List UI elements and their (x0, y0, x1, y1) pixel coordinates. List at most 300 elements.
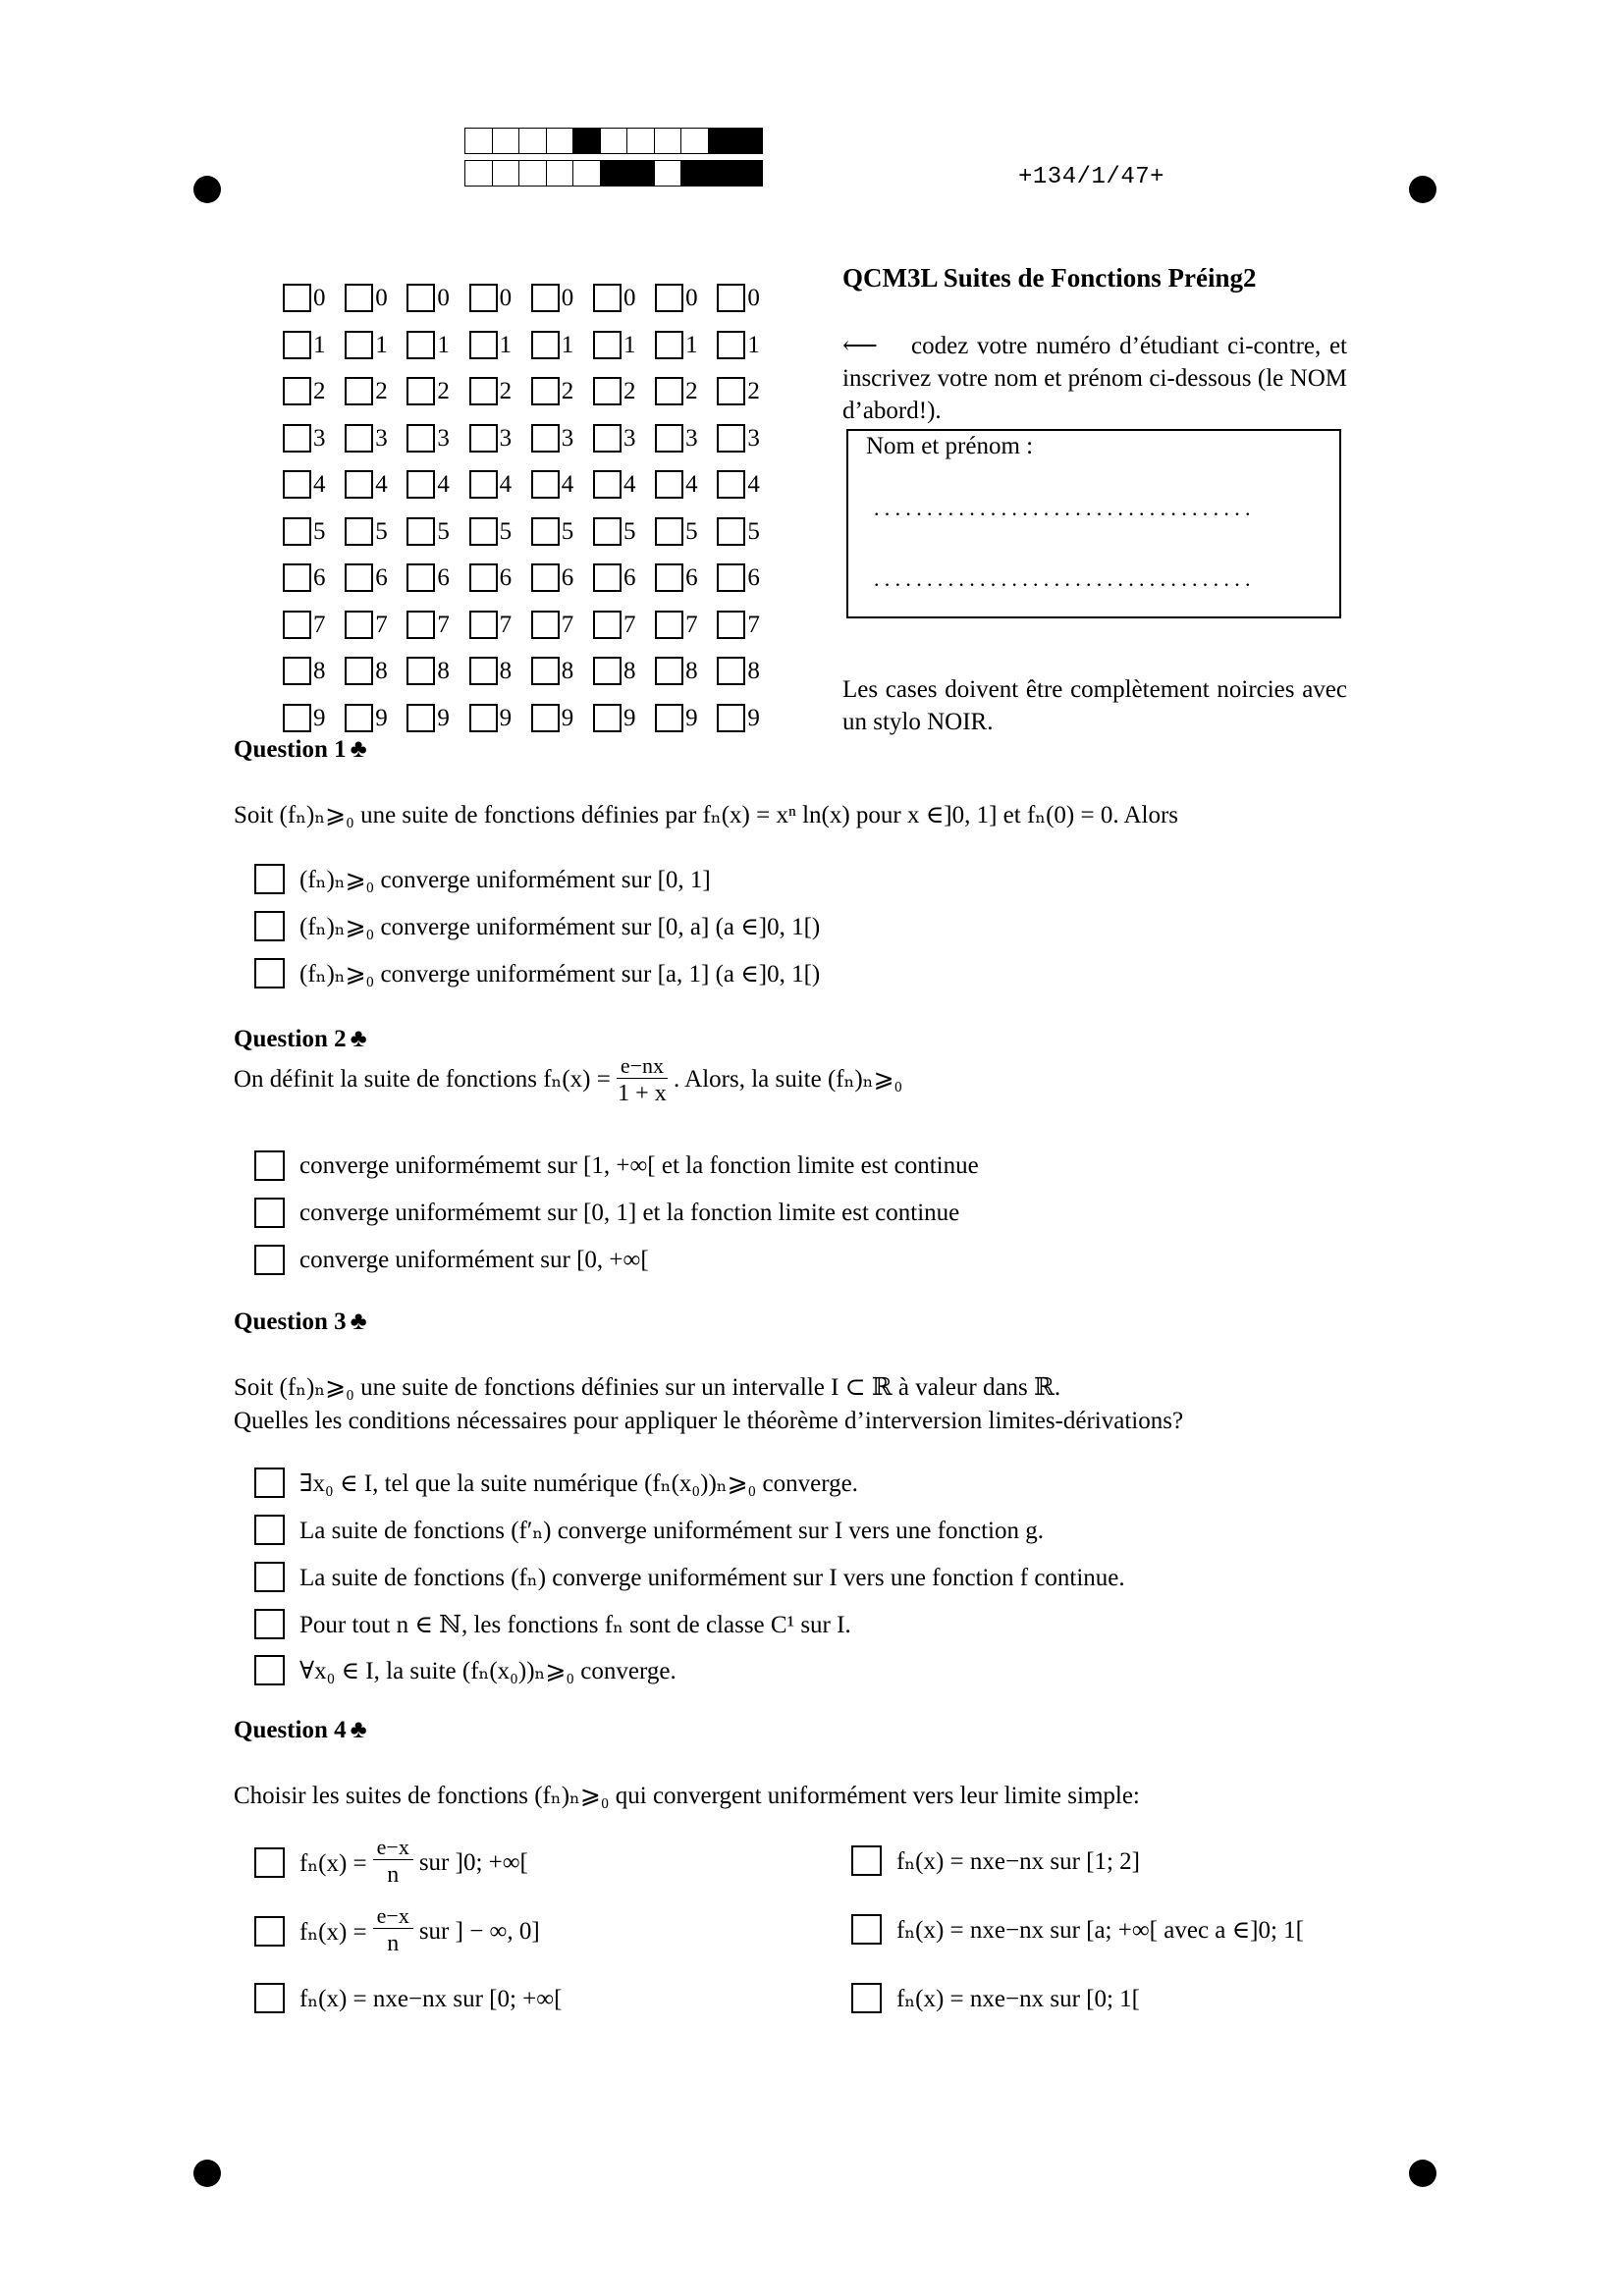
id-digit-checkbox[interactable] (469, 284, 498, 312)
checkbox[interactable] (254, 1655, 285, 1685)
id-digit-cell[interactable] (283, 377, 345, 405)
id-digit-checkbox[interactable] (345, 377, 373, 405)
id-digit-label: 5 (747, 517, 760, 545)
id-digit-cell[interactable] (345, 563, 406, 592)
barcode-cell (492, 160, 520, 187)
id-digit-label: 2 (375, 378, 388, 404)
id-digit-cell[interactable] (406, 611, 468, 639)
id-digit-cell[interactable] (283, 657, 345, 685)
name-box[interactable] (846, 429, 1341, 618)
id-digit-label: 2 (747, 378, 760, 404)
id-digit-checkbox[interactable] (469, 424, 498, 453)
id-digit-checkbox[interactable] (531, 563, 560, 592)
id-digit-label: 0 (747, 285, 760, 311)
id-digit-checkbox[interactable] (593, 470, 622, 499)
id-digit-checkbox[interactable] (593, 284, 622, 312)
id-digit-label: 8 (747, 658, 760, 684)
id-digit-cell[interactable] (655, 424, 717, 453)
id-digit-cell[interactable] (717, 470, 779, 499)
checkbox[interactable] (851, 1983, 882, 2013)
id-digit-cell[interactable] (531, 331, 593, 359)
barcode-cell (626, 128, 655, 154)
id-digit-label: 7 (313, 611, 326, 638)
id-digit-cell[interactable] (469, 284, 531, 312)
id-digit-checkbox[interactable] (469, 611, 498, 639)
student-id-grid (283, 284, 780, 750)
id-digit-cell[interactable] (593, 470, 655, 499)
id-digit-checkbox[interactable] (593, 704, 622, 732)
id-grid-row (283, 611, 780, 658)
checkbox[interactable] (254, 864, 285, 894)
checkbox[interactable] (254, 1515, 285, 1545)
id-digit-label: 1 (747, 331, 760, 358)
id-digit-cell[interactable] (345, 470, 406, 499)
id-digit-label: 5 (375, 517, 388, 545)
id-digit-cell[interactable] (655, 704, 717, 732)
checkbox[interactable] (254, 958, 285, 988)
id-digit-checkbox[interactable] (345, 611, 373, 639)
id-digit-label: 6 (499, 564, 513, 591)
id-digit-checkbox[interactable] (469, 704, 498, 732)
id-digit-checkbox[interactable] (717, 424, 745, 453)
barcode-cell (734, 160, 763, 187)
barcode-cell (518, 160, 547, 187)
id-digit-label: 8 (437, 658, 450, 684)
id-grid-row (283, 517, 780, 564)
id-digit-cell[interactable] (469, 470, 531, 499)
barcode-cell (626, 160, 655, 187)
id-digit-checkbox[interactable] (717, 284, 745, 312)
q4-option-right-1[interactable]: fₙ(x) = nxe−nx sur [1; 2] (851, 1845, 1140, 1876)
id-digit-label: 9 (747, 704, 760, 731)
id-digit-label: 4 (561, 471, 574, 498)
arrow-left-icon: ⟵ (842, 333, 878, 359)
id-digit-checkbox[interactable] (717, 657, 745, 685)
q2-option-2[interactable]: converge uniformémemt sur [0, 1] et la fonction limite est continue (254, 1198, 959, 1228)
checkbox[interactable] (254, 1468, 285, 1498)
id-digit-checkbox[interactable] (283, 704, 311, 732)
id-digit-checkbox[interactable] (469, 563, 498, 592)
id-digit-label: 2 (313, 378, 326, 404)
id-digit-label: 4 (747, 471, 760, 498)
id-grid-row (283, 424, 780, 471)
id-digit-checkbox[interactable] (717, 517, 745, 546)
id-digit-checkbox[interactable] (283, 377, 311, 405)
id-digit-checkbox[interactable] (531, 284, 560, 312)
q3-option-4[interactable]: Pour tout n ∈ ℕ, les fonctions fₙ sont de classe C¹ sur I. (254, 1609, 851, 1639)
q1-option-3[interactable]: (fₙ)ₙ⩾₀ converge uniformément sur [a, 1] (a ∈]0, 1[) (254, 958, 820, 988)
sheet-code: +134/1/47+ (1018, 164, 1165, 190)
barcode-cell (708, 128, 736, 154)
q4-option-right-2[interactable]: fₙ(x) = nxe−nx sur [a; +∞[ avec a ∈]0; 1[ (851, 1914, 1304, 1945)
id-digit-label: 6 (375, 564, 388, 591)
id-digit-cell[interactable] (345, 704, 406, 732)
name-label: Nom et prénom : (866, 433, 1034, 459)
id-digit-cell[interactable] (345, 424, 406, 453)
id-digit-label: 0 (561, 285, 574, 311)
id-digit-cell[interactable] (531, 424, 593, 453)
id-digit-cell[interactable] (345, 657, 406, 685)
barcode-cell (600, 128, 628, 154)
id-digit-cell[interactable] (531, 284, 593, 312)
id-digit-cell[interactable] (345, 377, 406, 405)
id-digit-checkbox[interactable] (717, 611, 745, 639)
id-digit-label: 0 (499, 285, 513, 311)
id-digit-cell[interactable] (593, 424, 655, 453)
q4-option-right-3[interactable]: fₙ(x) = nxe−nx sur [0; 1[ (851, 1983, 1140, 2013)
question-3-statement-line-1: Soit (fₙ)ₙ⩾₀ une suite de fonctions définies sur un intervalle I ⊂ ℝ à valeur dans ℝ. (234, 1374, 1061, 1401)
id-digit-cell[interactable] (717, 563, 779, 592)
id-digit-label: 3 (561, 424, 574, 452)
id-digit-checkbox[interactable] (655, 284, 683, 312)
id-digit-checkbox[interactable] (406, 704, 435, 732)
checkbox[interactable] (254, 1198, 285, 1228)
id-digit-checkbox[interactable] (406, 517, 435, 546)
id-digit-checkbox[interactable] (406, 424, 435, 453)
id-digit-cell[interactable] (655, 611, 717, 639)
id-digit-label: 7 (437, 611, 450, 638)
id-digit-label: 8 (623, 658, 636, 684)
id-digit-cell[interactable] (531, 704, 593, 732)
checkbox[interactable] (851, 1914, 882, 1945)
id-digit-label: 6 (747, 564, 760, 591)
id-digit-checkbox[interactable] (531, 424, 560, 453)
barcode-row-2 (464, 160, 762, 187)
id-digit-checkbox[interactable] (283, 470, 311, 499)
id-digit-checkbox[interactable] (406, 284, 435, 312)
checkbox[interactable] (851, 1845, 882, 1876)
id-digit-checkbox[interactable] (469, 377, 498, 405)
id-grid-row (283, 284, 780, 331)
id-digit-checkbox[interactable] (283, 424, 311, 453)
id-digit-cell[interactable] (655, 470, 717, 499)
id-digit-checkbox[interactable] (406, 377, 435, 405)
id-digit-label: 1 (313, 331, 326, 358)
id-digit-label: 0 (623, 285, 636, 311)
id-digit-checkbox[interactable] (283, 611, 311, 639)
id-digit-checkbox[interactable] (345, 470, 373, 499)
id-digit-label: 5 (561, 517, 574, 545)
id-digit-checkbox[interactable] (655, 377, 683, 405)
id-digit-label: 3 (437, 424, 450, 452)
checkbox[interactable] (254, 1609, 285, 1639)
id-digit-cell[interactable] (469, 611, 531, 639)
id-digit-label: 4 (685, 471, 698, 498)
id-digit-cell[interactable] (655, 657, 717, 685)
club-icon: ♣ (350, 1307, 367, 1335)
id-digit-checkbox[interactable] (717, 704, 745, 732)
checkbox[interactable] (254, 911, 285, 941)
id-digit-checkbox[interactable] (283, 517, 311, 546)
id-digit-cell[interactable] (655, 377, 717, 405)
id-digit-label: 4 (375, 471, 388, 498)
id-digit-checkbox[interactable] (655, 704, 683, 732)
id-digit-cell[interactable] (283, 331, 345, 359)
q3-option-1[interactable]: ∃x₀ ∈ I, tel que la suite numérique (fₙ(x₀))ₙ⩾₀ converge. (254, 1468, 858, 1498)
checkbox[interactable] (254, 1983, 285, 2013)
id-digit-checkbox[interactable] (345, 517, 373, 546)
checkbox[interactable] (254, 1150, 285, 1181)
id-digit-cell[interactable] (469, 424, 531, 453)
id-digit-checkbox[interactable] (531, 611, 560, 639)
id-digit-cell[interactable] (283, 517, 345, 546)
id-digit-cell[interactable] (406, 657, 468, 685)
id-digit-cell[interactable] (593, 657, 655, 685)
id-digit-cell[interactable] (593, 331, 655, 359)
id-digit-cell[interactable] (283, 611, 345, 639)
id-digit-checkbox[interactable] (469, 331, 498, 359)
id-digit-cell[interactable] (531, 657, 593, 685)
id-digit-label: 3 (313, 424, 326, 452)
id-digit-checkbox[interactable] (345, 284, 373, 312)
id-digit-checkbox[interactable] (531, 517, 560, 546)
id-digit-checkbox[interactable] (283, 657, 311, 685)
id-digit-cell[interactable] (655, 517, 717, 546)
barcode-cell (572, 128, 601, 154)
id-digit-checkbox[interactable] (531, 704, 560, 732)
id-digit-checkbox[interactable] (531, 657, 560, 685)
q2-option-3[interactable]: converge uniformément sur [0, +∞[ (254, 1245, 649, 1275)
id-digit-checkbox[interactable] (406, 331, 435, 359)
id-digit-cell[interactable] (531, 517, 593, 546)
id-digit-cell[interactable] (406, 284, 468, 312)
id-digit-cell[interactable] (717, 704, 779, 732)
id-digit-checkbox[interactable] (345, 331, 373, 359)
id-digit-cell[interactable] (531, 377, 593, 405)
id-digit-checkbox[interactable] (406, 470, 435, 499)
id-digit-cell[interactable] (406, 470, 468, 499)
name-line-2[interactable]: .................................... (874, 566, 1256, 591)
id-digit-cell[interactable] (717, 657, 779, 685)
id-digit-cell[interactable] (406, 331, 468, 359)
id-digit-label: 0 (313, 285, 326, 311)
id-digit-cell[interactable] (469, 657, 531, 685)
id-digit-cell[interactable] (717, 331, 779, 359)
id-digit-cell[interactable] (531, 611, 593, 639)
id-digit-label: 2 (623, 378, 636, 404)
id-digit-cell[interactable] (406, 704, 468, 732)
id-digit-label: 7 (375, 611, 388, 638)
id-digit-label: 9 (375, 704, 388, 731)
id-digit-cell[interactable] (283, 284, 345, 312)
id-digit-cell[interactable] (406, 517, 468, 546)
id-digit-checkbox[interactable] (406, 611, 435, 639)
id-digit-label: 6 (685, 564, 698, 591)
question-4-title: Question 4 ♣ (234, 1715, 367, 1743)
q2-option-1[interactable]: converge uniformémemt sur [1, +∞[ et la fonction limite est continue (254, 1150, 979, 1181)
id-digit-checkbox[interactable] (717, 331, 745, 359)
id-digit-checkbox[interactable] (345, 424, 373, 453)
id-digit-cell[interactable] (593, 611, 655, 639)
corner-marker-bottom-left (193, 2160, 221, 2187)
id-digit-cell[interactable] (283, 563, 345, 592)
barcode-cell (546, 128, 574, 154)
id-digit-checkbox[interactable] (283, 331, 311, 359)
id-digit-checkbox[interactable] (531, 377, 560, 405)
id-grid-row (283, 563, 780, 611)
id-digit-cell[interactable] (469, 517, 531, 546)
id-digit-label: 1 (561, 331, 574, 358)
id-digit-checkbox[interactable] (345, 563, 373, 592)
barcode-cell (492, 128, 520, 154)
id-digit-label: 1 (499, 331, 513, 358)
id-digit-cell[interactable] (593, 284, 655, 312)
barcode-cell (518, 128, 547, 154)
id-digit-checkbox[interactable] (469, 517, 498, 546)
fill-instruction-note: Les cases doivent être complètement noircies avec un stylo NOIR. (842, 676, 1347, 735)
id-digit-cell[interactable] (283, 470, 345, 499)
id-digit-checkbox[interactable] (283, 563, 311, 592)
id-digit-checkbox[interactable] (655, 611, 683, 639)
id-digit-cell[interactable] (593, 377, 655, 405)
id-digit-label: 0 (375, 285, 388, 311)
id-digit-cell[interactable] (283, 424, 345, 453)
id-digit-checkbox[interactable] (345, 704, 373, 732)
id-digit-label: 6 (437, 564, 450, 591)
id-digit-checkbox[interactable] (469, 470, 498, 499)
id-digit-checkbox[interactable] (717, 470, 745, 499)
q3-option-5[interactable]: ∀x₀ ∈ I, la suite (fₙ(x₀))ₙ⩾₀ converge. (254, 1655, 677, 1685)
id-digit-checkbox[interactable] (655, 563, 683, 592)
id-digit-label: 9 (437, 704, 450, 731)
id-digit-label: 8 (561, 658, 574, 684)
id-grid-row (283, 331, 780, 378)
instruction-text: ⟵ codez votre numéro d’étudiant ci-contre, et inscrivez votre nom et prénom ci-dessous (le NOM d’abord!). (842, 330, 1347, 427)
id-digit-label: 6 (623, 564, 636, 591)
q3-option-3[interactable]: La suite de fonctions (fₙ) converge uniformément sur I vers une fonction f continue. (254, 1562, 1125, 1592)
id-digit-cell[interactable] (345, 284, 406, 312)
id-digit-checkbox[interactable] (283, 284, 311, 312)
id-digit-label: 5 (623, 517, 636, 545)
id-digit-label: 3 (623, 424, 636, 452)
checkbox[interactable] (254, 1847, 285, 1878)
id-digit-cell[interactable] (717, 424, 779, 453)
question-1-title: Question 1 ♣ (234, 734, 367, 763)
barcode-row-1 (464, 128, 762, 154)
id-digit-label: 5 (437, 517, 450, 545)
id-digit-checkbox[interactable] (655, 424, 683, 453)
id-digit-checkbox[interactable] (531, 470, 560, 499)
id-digit-label: 8 (313, 658, 326, 684)
id-digit-label: 4 (437, 471, 450, 498)
checkbox[interactable] (254, 1245, 285, 1275)
q3-option-2[interactable]: La suite de fonctions (f′ₙ) converge uniformément sur I vers une fonction g. (254, 1515, 1044, 1545)
club-icon: ♣ (350, 1024, 367, 1052)
id-digit-label: 5 (313, 517, 326, 545)
id-digit-checkbox[interactable] (469, 657, 498, 685)
id-digit-cell[interactable] (593, 517, 655, 546)
id-digit-cell[interactable] (406, 377, 468, 405)
id-digit-checkbox[interactable] (406, 563, 435, 592)
id-digit-checkbox[interactable] (406, 657, 435, 685)
id-grid-row (283, 657, 780, 704)
id-digit-checkbox[interactable] (345, 657, 373, 685)
id-digit-cell[interactable] (406, 424, 468, 453)
q4-option-left-3[interactable]: fₙ(x) = nxe−nx sur [0; +∞[ (254, 1983, 562, 2013)
id-digit-cell[interactable] (531, 470, 593, 499)
id-digit-checkbox[interactable] (717, 377, 745, 405)
id-digit-cell[interactable] (469, 331, 531, 359)
corner-marker-bottom-right (1409, 2160, 1436, 2187)
id-digit-label: 3 (375, 424, 388, 452)
id-digit-label: 3 (747, 424, 760, 452)
id-digit-label: 6 (561, 564, 574, 591)
id-digit-checkbox[interactable] (593, 424, 622, 453)
q1-option-2[interactable]: (fₙ)ₙ⩾₀ converge uniformément sur [0, a] (a ∈]0, 1[) (254, 911, 820, 941)
id-digit-label: 4 (313, 471, 326, 498)
id-digit-cell[interactable] (406, 563, 468, 592)
barcode-cell (680, 128, 709, 154)
q4-option-left-1[interactable]: fₙ(x) = $\frac{e-x}{n}$ sur ]0; +∞[ (254, 1836, 528, 1890)
id-digit-checkbox[interactable] (531, 331, 560, 359)
id-digit-cell[interactable] (469, 704, 531, 732)
id-digit-label: 6 (313, 564, 326, 591)
id-digit-label: 3 (685, 424, 698, 452)
id-digit-label: 7 (561, 611, 574, 638)
checkbox[interactable] (254, 1562, 285, 1592)
id-digit-checkbox[interactable] (593, 517, 622, 546)
id-digit-cell[interactable] (283, 704, 345, 732)
id-digit-checkbox[interactable] (593, 563, 622, 592)
id-digit-cell[interactable] (593, 563, 655, 592)
id-digit-cell[interactable] (469, 563, 531, 592)
id-digit-cell[interactable] (717, 611, 779, 639)
id-digit-checkbox[interactable] (717, 563, 745, 592)
id-digit-cell[interactable] (717, 284, 779, 312)
name-line-1[interactable]: .................................... (874, 496, 1256, 520)
id-digit-label: 9 (623, 704, 636, 731)
id-digit-checkbox[interactable] (655, 517, 683, 546)
id-digit-checkbox[interactable] (593, 377, 622, 405)
id-digit-label: 2 (561, 378, 574, 404)
barcode-cell (464, 128, 493, 154)
id-digit-label: 7 (685, 611, 698, 638)
barcode-cell (654, 128, 682, 154)
barcode-cell (464, 160, 493, 187)
id-digit-checkbox[interactable] (655, 470, 683, 499)
id-digit-label: 7 (623, 611, 636, 638)
id-digit-label: 2 (685, 378, 698, 404)
id-digit-cell[interactable] (345, 611, 406, 639)
id-digit-cell[interactable] (469, 377, 531, 405)
id-digit-label: 9 (685, 704, 698, 731)
id-digit-label: 9 (499, 704, 513, 731)
q1-option-1[interactable]: (fₙ)ₙ⩾₀ converge uniformément sur [0, 1] (254, 864, 711, 894)
id-digit-cell[interactable] (717, 517, 779, 546)
id-digit-checkbox[interactable] (593, 611, 622, 639)
id-digit-label: 4 (499, 471, 513, 498)
id-digit-cell[interactable] (593, 704, 655, 732)
id-digit-cell[interactable] (655, 284, 717, 312)
id-digit-checkbox[interactable] (593, 331, 622, 359)
id-digit-cell[interactable] (717, 377, 779, 405)
question-3-title: Question 3 ♣ (234, 1307, 367, 1335)
id-digit-cell[interactable] (655, 331, 717, 359)
q4-option-left-2[interactable]: fₙ(x) = $\frac{e-x}{n}$ sur ] − ∞, 0] (254, 1904, 540, 1958)
id-digit-cell[interactable] (345, 331, 406, 359)
id-digit-checkbox[interactable] (593, 657, 622, 685)
checkbox[interactable] (254, 1916, 285, 1947)
corner-marker-top-left (193, 176, 221, 203)
barcode-cell (708, 160, 736, 187)
id-digit-checkbox[interactable] (655, 657, 683, 685)
id-grid-row (283, 470, 780, 517)
id-digit-cell[interactable] (655, 563, 717, 592)
id-digit-checkbox[interactable] (655, 331, 683, 359)
id-digit-label: 7 (499, 611, 513, 638)
id-digit-cell[interactable] (345, 517, 406, 546)
id-digit-cell[interactable] (531, 563, 593, 592)
